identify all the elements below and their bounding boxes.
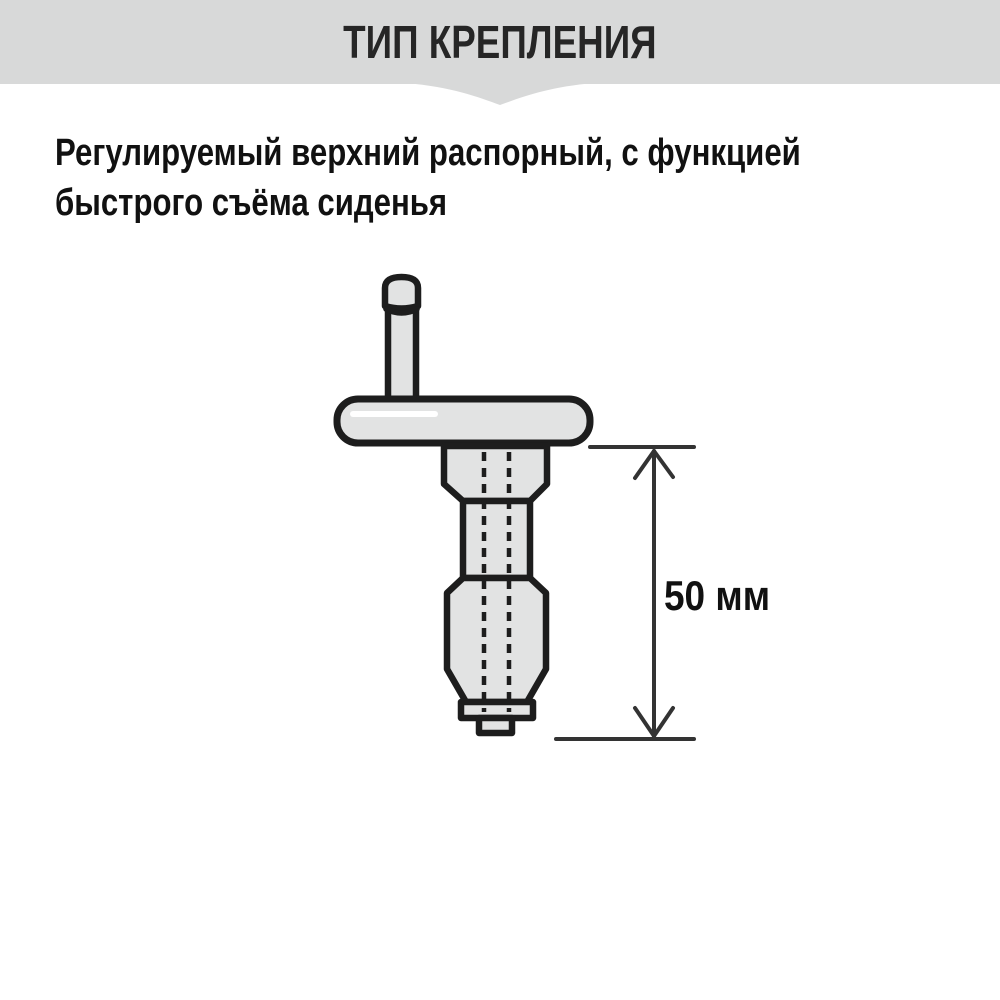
page-title: ТИП КРЕПЛЕНИЯ xyxy=(343,16,657,68)
stem xyxy=(463,501,530,578)
dimension-label: 50 мм xyxy=(664,572,771,620)
dimension-label-group xyxy=(664,573,770,620)
pin-rod xyxy=(388,308,416,402)
mounting-plate xyxy=(337,399,590,443)
bottom-tip xyxy=(479,718,512,733)
description-text: Регулируемый верхний распорный, с функцией быстрого съёма сиденья xyxy=(55,132,801,225)
pin-cap xyxy=(385,277,418,309)
upper-collar xyxy=(444,446,547,501)
expansion-barrel xyxy=(447,578,546,702)
